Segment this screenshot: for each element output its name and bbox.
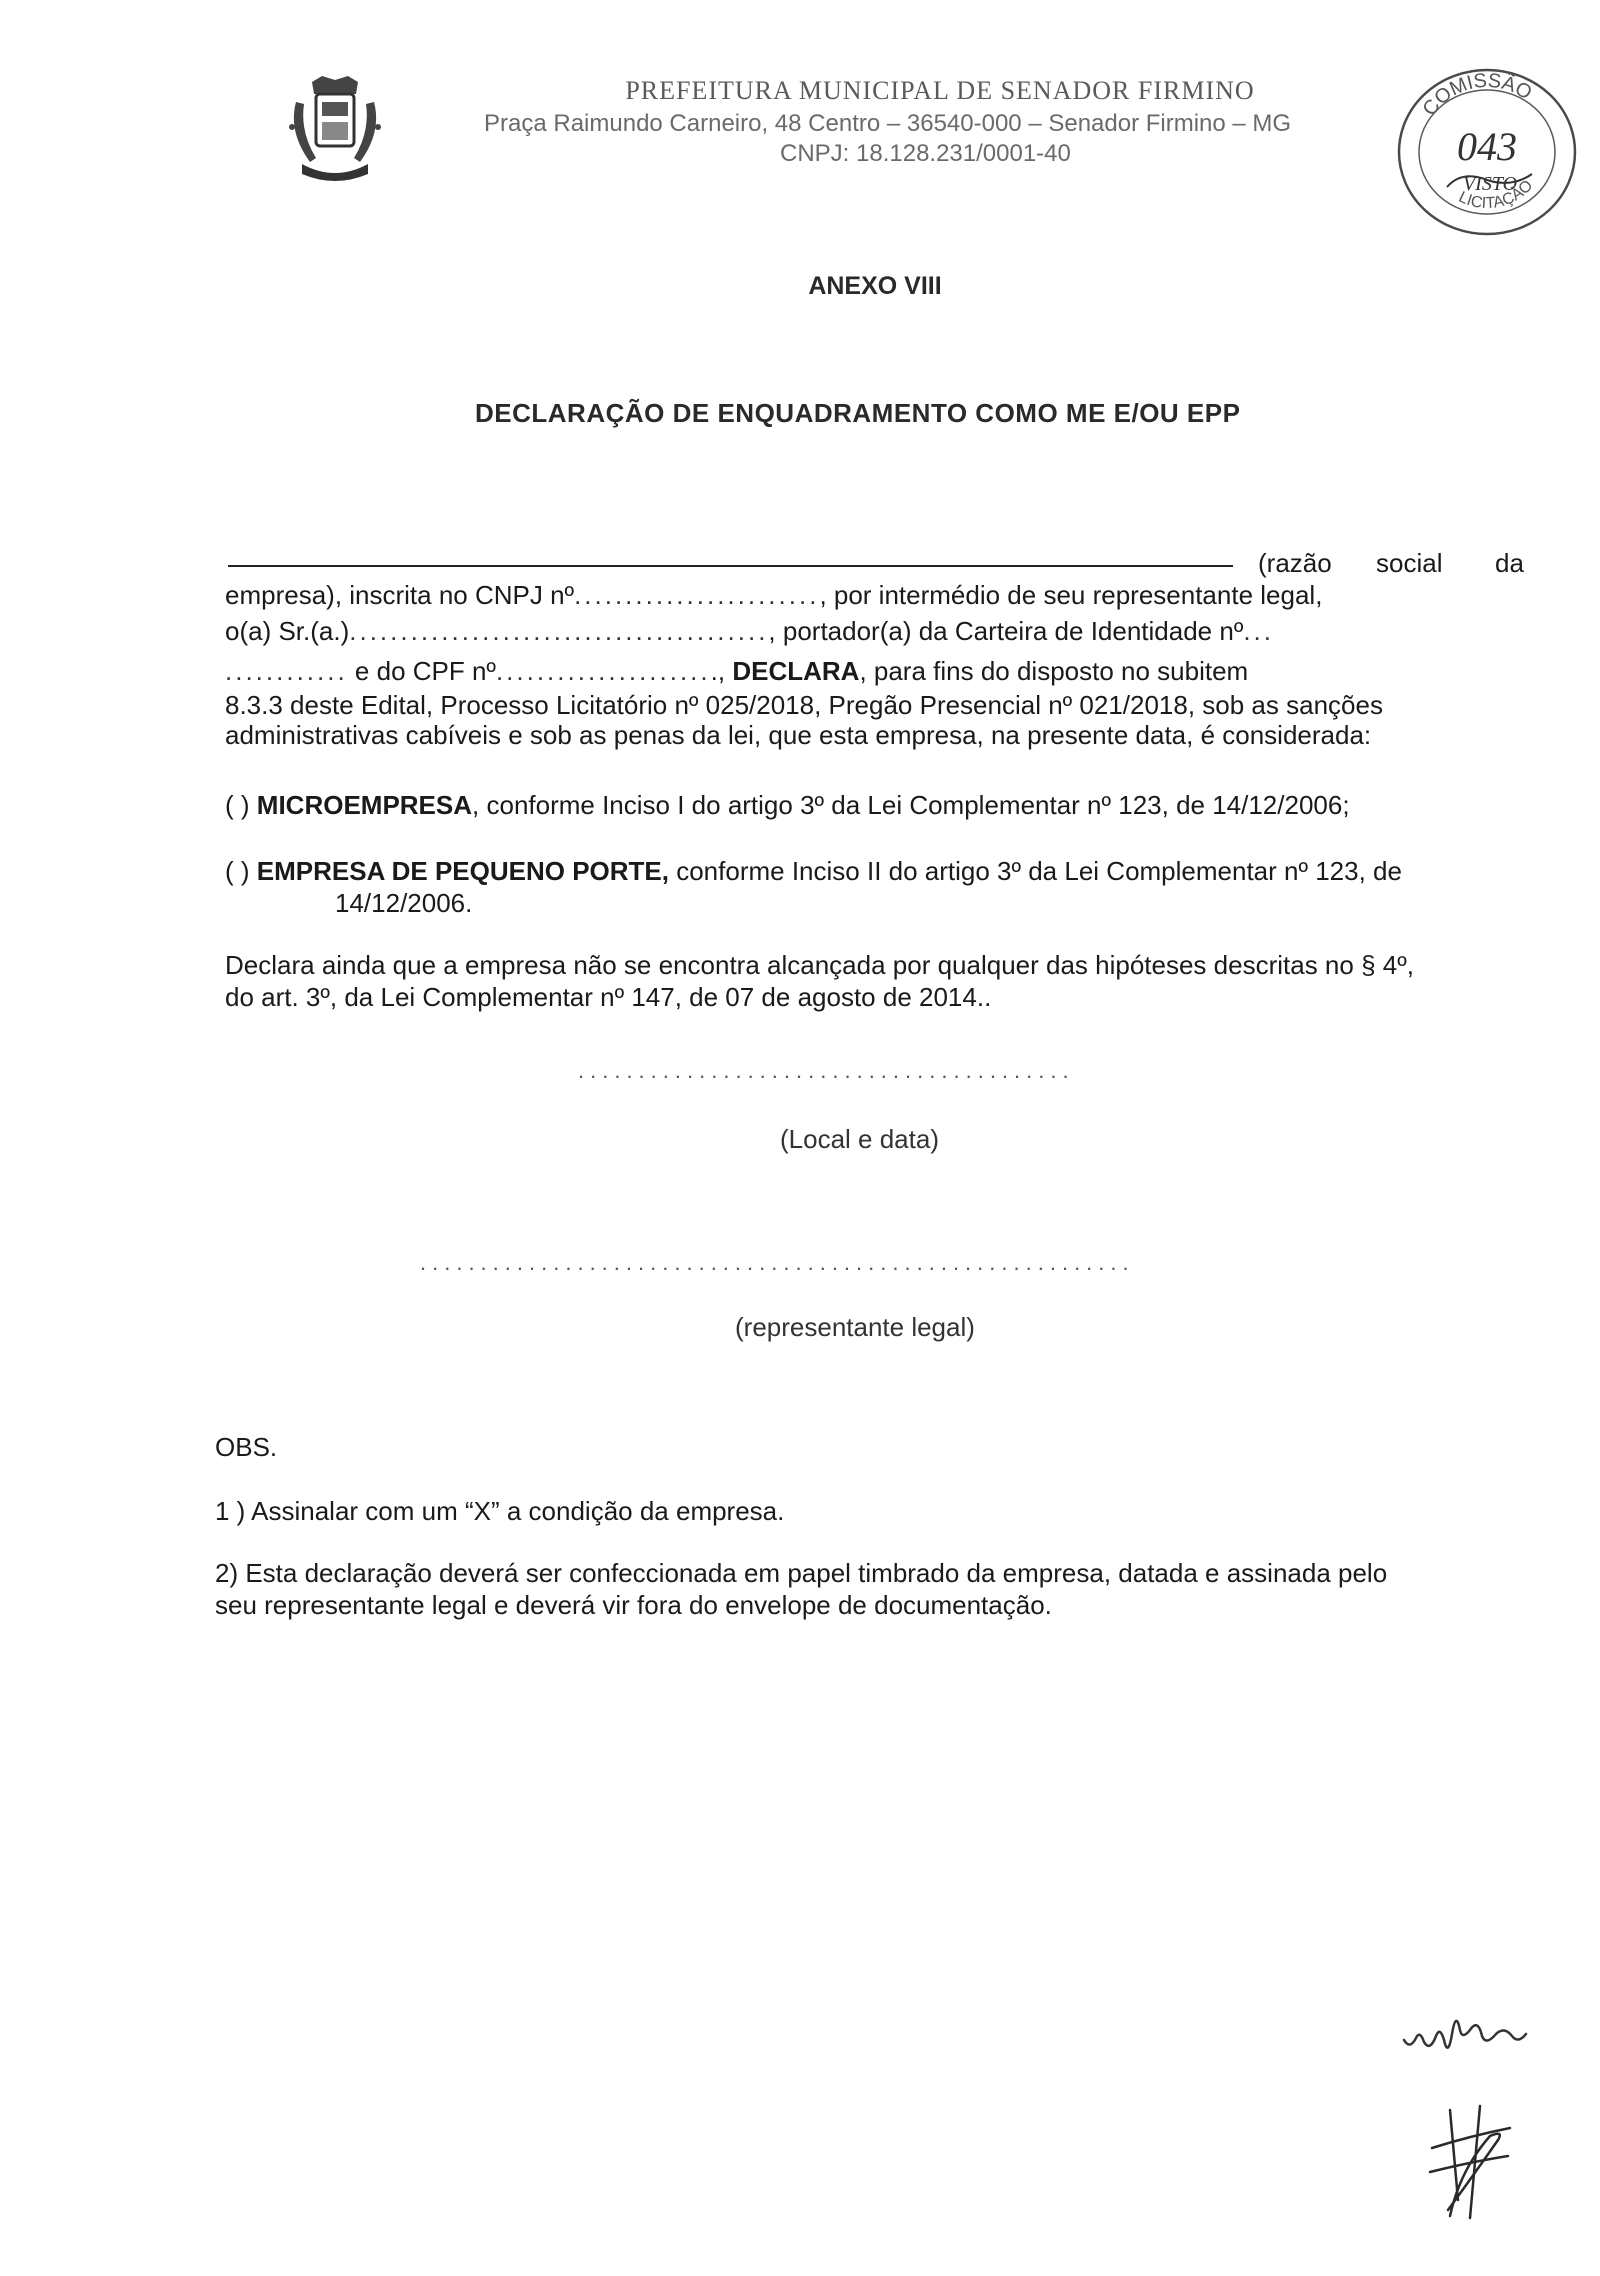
option-epp-continuation: 14/12/2006.	[335, 888, 473, 918]
stamp-number: 043	[1457, 124, 1517, 169]
obs-item-1: 1 ) Assinalar com um “X” a condição da empresa.	[215, 1496, 785, 1526]
obs-title: OBS.	[215, 1432, 278, 1462]
paragraph-line-2: empresa), inscrita no CNPJ nº........................, por intermédio de seu representante legal,	[225, 580, 1323, 610]
stamp-top-text: COMISSÃO	[1418, 69, 1536, 121]
local-date-dotted-line: .........................................	[578, 1058, 1075, 1083]
razao-label: (razão	[1258, 548, 1332, 578]
company-name-blank	[228, 565, 1233, 567]
header-cnpj: CNPJ: 18.128.231/0001-40	[780, 140, 1071, 167]
option-epp-checkbox[interactable]: ( )	[225, 856, 250, 886]
da-label: da	[1495, 548, 1524, 578]
obs-item-2-line-1: 2) Esta declaração deverá ser confeccionada em papel timbrado da empresa, datada e assinada pelo	[215, 1558, 1388, 1588]
declara-ainda-line-1: Declara ainda que a empresa não se encontra alcançada por qualquer das hipóteses descritas no § 4º,	[225, 950, 1414, 980]
header-address: Praça Raimundo Carneiro, 48 Centro – 36540-000 – Senador Firmino – MG	[484, 110, 1292, 137]
stamp-middle-text: VISTO	[1462, 173, 1518, 195]
paragraph-line-4: ............ e do CPF nº......................, DECLARA, para fins do disposto no subitem	[225, 656, 1249, 686]
paragraph-line-6: administrativas cabíveis e sob as penas da lei, que esta empresa, na presente data, é considerada:	[225, 720, 1372, 750]
header-org-name: PREFEITURA MUNICIPAL DE SENADOR FIRMINO	[625, 76, 1255, 105]
municipal-crest-icon	[282, 72, 388, 188]
obs-item-2-line-2: seu representante legal e deverá vir fora do envelope de documentação.	[215, 1590, 1052, 1620]
representative-dotted-line: ...........................................................	[420, 1250, 1135, 1275]
annex-title: ANEXO VIII	[808, 272, 942, 300]
option-microempresa-checkbox[interactable]: ( )	[225, 790, 250, 820]
handwritten-signature	[1420, 2100, 1520, 2230]
social-label: social	[1376, 548, 1443, 578]
document-title: DECLARAÇÃO DE ENQUADRAMENTO COMO ME E/OU EPP	[475, 398, 1241, 428]
paragraph-line-5: 8.3.3 deste Edital, Processo Licitatório nº 025/2018, Pregão Presencial nº 021/2018, sob as sanções	[225, 690, 1383, 720]
paragraph-line-3: o(a) Sr.(a.)........................................., portador(a) da Carteira de Identidade nº...	[225, 616, 1274, 646]
option-epp[interactable]: ( ) EMPRESA DE PEQUENO PORTE, conforme Inciso II do artigo 3º da Lei Complementar nº 123, de	[225, 856, 1402, 886]
handwritten-initials	[1400, 2000, 1530, 2060]
option-microempresa[interactable]: ( ) MICROEMPRESA, conforme Inciso I do artigo 3º da Lei Complementar nº 123, de 14/12/2006;	[225, 790, 1350, 820]
declara-ainda-line-2: do art. 3º, da Lei Complementar nº 147, de 07 de agosto de 2014..	[225, 982, 992, 1012]
representative-label: (representante legal)	[735, 1312, 975, 1342]
local-date-label: (Local e data)	[780, 1124, 939, 1154]
commission-stamp	[1392, 62, 1582, 242]
stamp-bottom-text: LICITAÇÃO	[1455, 177, 1537, 213]
